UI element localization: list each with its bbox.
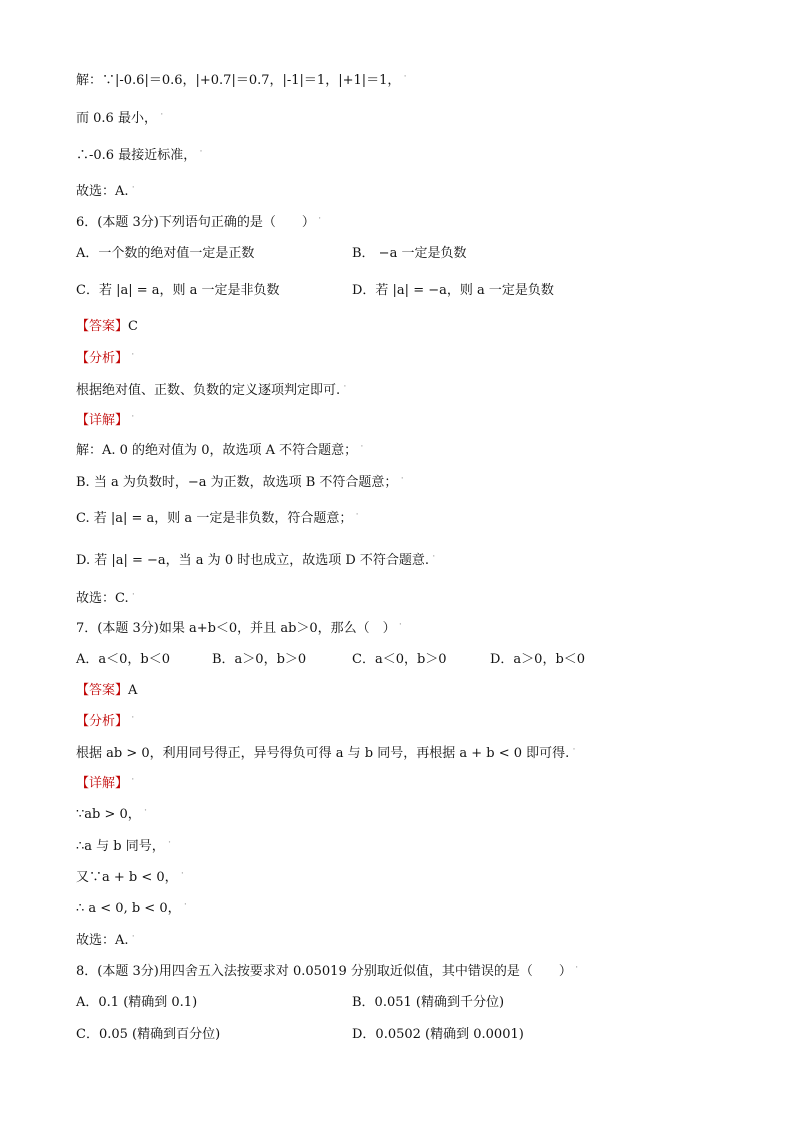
q6-option-d: D．若 |a| = −a，则 a 一定是负数 [352, 283, 554, 298]
solution-conclusion: 故选：A. ˙ [76, 184, 137, 199]
answer-6 [76, 318, 138, 336]
answer-value: C [128, 319, 138, 334]
q7-option-c: C．a＜0，b＞0 [352, 652, 447, 667]
detail-7-line-2: ∴a 与 b 同号， ˙ [76, 839, 173, 854]
q8-option-c: C．0.05 (精确到百分位) [76, 1027, 221, 1042]
detail-6-heading: 【详解】 ˙ [76, 413, 136, 428]
detail-7-line-4: ∴ a < 0, b < 0， ˙ [76, 901, 189, 916]
solution-line-3: ∴-0.6 最接近标准， ˙ [76, 148, 204, 163]
conclusion-6: 故选：C. ˙ [76, 591, 137, 606]
q7-option-b: B．a＞0，b＞0 [212, 652, 307, 667]
question-8-stem: 8．(本题 3分)用四舍五入法按要求对 0.05019 分别取近似值，其中错误的是（ ） ˙ [76, 964, 580, 979]
q6-option-a: A．一个数的绝对值一定是正数 [76, 246, 255, 261]
question-7-stem: 7．(本题 3分)如果 a+b＜0，并且 ab＞0，那么（ ） ˙ [76, 621, 404, 636]
q7-option-a: A．a＜0，b＜0 [76, 652, 171, 667]
answer-value: A [128, 683, 138, 698]
answer-tag: 【答案】 [76, 683, 129, 698]
answer-tag: 【答案】 [76, 319, 129, 334]
detail-6-c: C. 若 |a| = a，则 a 一定是非负数，符合题意； ˙ [76, 511, 360, 526]
q8-option-a: A．0.1 (精确到 0.1) [76, 995, 198, 1010]
answer-7 [76, 682, 137, 700]
conclusion-7: 故选：A. ˙ [76, 933, 137, 948]
solution-line-2: 而 0.6 最小， ˙ [76, 111, 165, 126]
detail-7-heading: 【详解】 ˙ [76, 776, 136, 791]
analysis-6-heading: 【分析】 ˙ [76, 351, 136, 366]
q8-option-d: D．0.0502 (精确到 0.0001) [352, 1027, 524, 1042]
detail-7-line-3: 又∵a + b < 0， ˙ [76, 870, 186, 885]
q8-option-b: B．0.051 (精确到千分位) [352, 995, 505, 1010]
detail-6-b: B. 当 a 为负数时，−a 为正数，故选项 B 不符合题意； ˙ [76, 475, 405, 490]
analysis-7-text: 根据 ab > 0，利用同号得正，异号得负可得 a 与 b 同号，再根据 a + b < 0 即可得. ˙ [76, 746, 577, 761]
analysis-6-text: 根据绝对值、正数、负数的定义逐项判定即可. ˙ [76, 383, 348, 398]
analysis-7-heading: 【分析】 ˙ [76, 714, 136, 729]
q7-option-d: D．a＞0，b＜0 [490, 652, 586, 667]
detail-7-line-1: ∵ab > 0， ˙ [76, 807, 149, 822]
solution-line-1: 解：∵|-0.6|＝0.6，|+0.7|＝0.7，|-1|＝1，|+1|＝1， ˙ [76, 73, 408, 88]
q6-option-b: B． −a 一定是负数 [352, 246, 467, 261]
question-6-stem: 6．(本题 3分)下列语句正确的是（ ） ˙ [76, 215, 323, 230]
detail-6-d: D. 若 |a| = −a，当 a 为 0 时也成立，故选项 D 不符合题意. ˙ [76, 553, 437, 568]
detail-6-a: 解：A. 0 的绝对值为 0，故选项 A 不符合题意； ˙ [76, 443, 365, 458]
q6-option-c: C．若 |a| = a，则 a 一定是非负数 [76, 283, 280, 298]
